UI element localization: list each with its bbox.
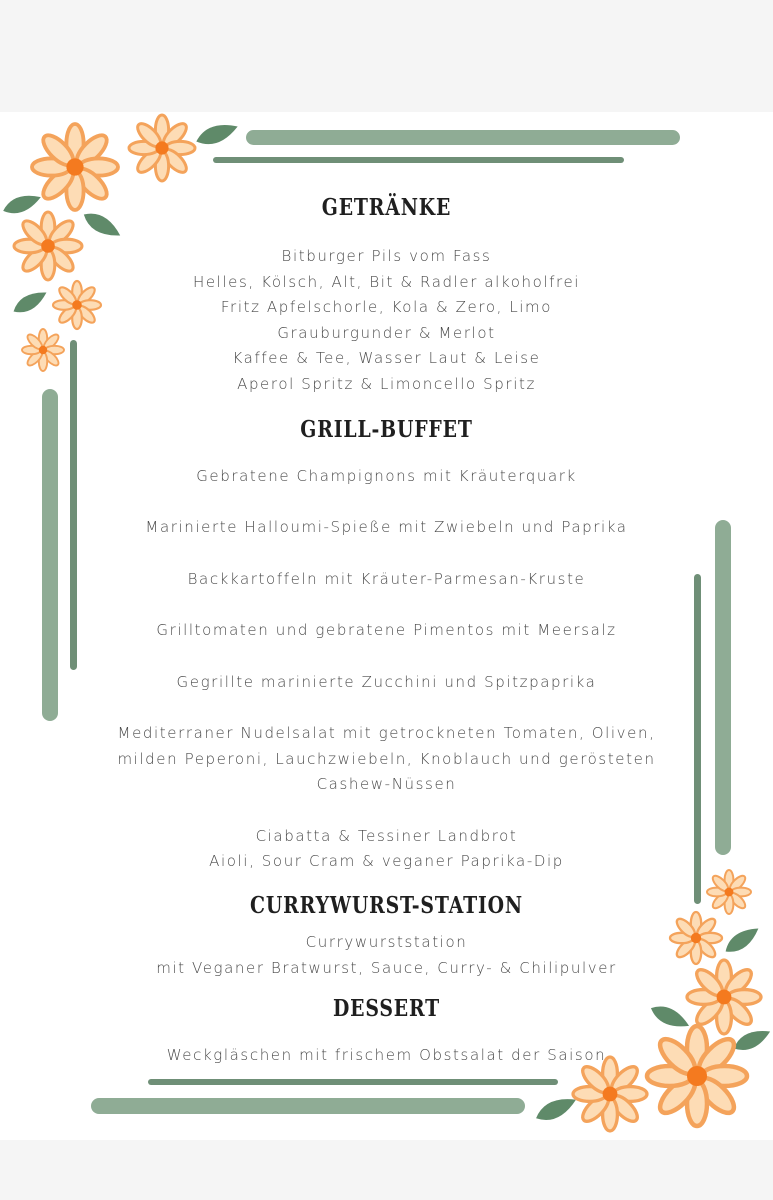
drinks-line: Helles, Kölsch, Alt, Bit & Radler alkoholfrei <box>192 273 581 291</box>
section-heading-grill-buffet: GRILL-BUFFET <box>300 416 473 443</box>
grill-item: Marinierte Halloumi-Spieße mit Zwiebeln und Paprika <box>145 518 628 536</box>
drinks-line: Kaffee & Tee, Wasser Laut & Leise <box>232 349 541 367</box>
drinks-line: Grauburgunder & Merlot <box>277 324 496 342</box>
dessert-line: Weckgläschen mit frischem Obstsalat der Saison <box>166 1046 607 1064</box>
drinks-line: Bitburger Pils vom Fass <box>281 247 492 265</box>
grill-item: Ciabatta & Tessiner Landbrot <box>255 827 518 845</box>
grill-item: milden Peperoni, Lauchzwiebeln, Knoblauch und gerösteten <box>117 750 656 768</box>
grill-item: Cashew-Nüssen <box>316 775 457 793</box>
section-heading-currywurst: CURRYWURST-STATION <box>250 892 523 919</box>
daisy-flower-icon <box>14 212 82 280</box>
daisy-flower-icon <box>129 115 195 181</box>
drinks-line: Aperol Spritz & Limoncello Spritz <box>237 375 536 393</box>
daisy-flower-icon <box>647 1026 747 1126</box>
grill-item: Grilltomaten und gebratene Pimentos mit Meersalz <box>156 621 617 639</box>
grill-item: Gebratene Champignons mit Kräuterquark <box>196 467 577 485</box>
currywurst-line: mit Veganer Bratwurst, Sauce, Curry- & Chilipulver <box>156 959 617 977</box>
daisy-flower-icon <box>707 870 751 914</box>
menu-card <box>0 112 773 1140</box>
drinks-line: Fritz Apfelschorle, Kola & Zero, Limo <box>220 298 553 316</box>
grill-item: Backkartoffeln mit Kräuter-Parmesan-Kruste <box>187 570 586 588</box>
grill-item: Gegrillte marinierte Zucchini und Spitzpaprika <box>176 673 597 691</box>
grill-item: Mediterraner Nudelsalat mit getrockneten Tomaten, Oliven, <box>117 724 656 742</box>
leaf-icon <box>1 190 44 218</box>
grill-item: Aioli, Sour Cram & veganer Paprika-Dip <box>209 852 564 870</box>
currywurst-line: Currywurststation <box>305 933 468 951</box>
daisy-flower-icon <box>573 1057 647 1131</box>
section-heading-dessert: DESSERT <box>332 995 441 1022</box>
section-heading-getraenke: GETRÄNKE <box>321 194 452 221</box>
leaf-icon <box>194 119 241 150</box>
